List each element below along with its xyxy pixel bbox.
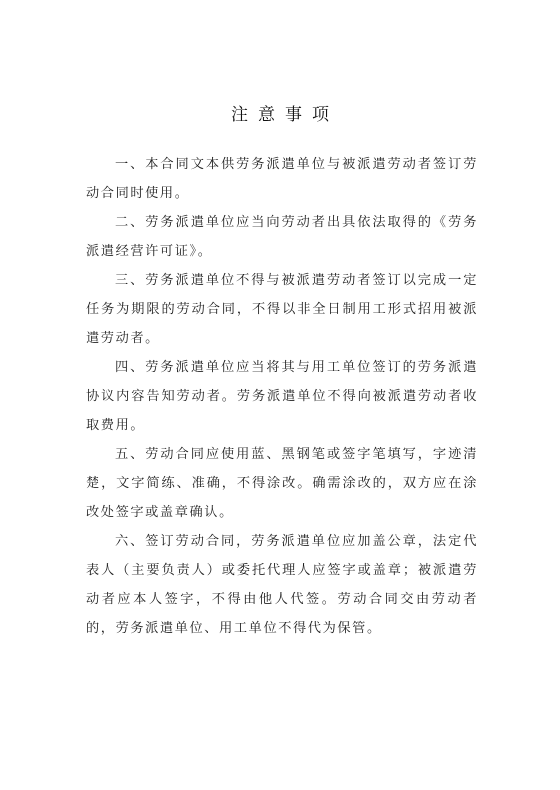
notice-item-4: 四、劳务派遣单位应当将其与用工单位签订的劳务派遣协议内容告知劳动者。劳务派遣单位不得向被派遣劳动者收取费用。 bbox=[86, 360, 478, 433]
notice-item-5: 五、劳动合同应使用蓝、黑钢笔或签字笔填写，字迹清楚，文字简练、准确，不得涂改。确需涂改的，双方应在涂改处签字或盖章确认。 bbox=[86, 447, 478, 520]
notice-list bbox=[86, 150, 478, 643]
document-title: 注意事项 bbox=[231, 105, 339, 125]
notice-item-6: 六、签订劳动合同，劳务派遣单位应加盖公章，法定代表人（主要负责人）或委托代理人应签字或盖章；被派遣劳动者应本人签字，不得由他人代签。劳动合同交由劳动者的，劳务派遣单位、用工单位不得代为保管。 bbox=[86, 534, 478, 636]
notice-item-1: 一、本合同文本供劳务派遣单位与被派遣劳动者签订劳动合同时使用。 bbox=[86, 157, 478, 201]
notice-item-2: 二、劳务派遣单位应当向劳动者出具依法取得的《劳务派遣经营许可证》。 bbox=[86, 215, 478, 259]
notice-item-3: 三、劳务派遣单位不得与被派遣劳动者签订以完成一定任务为期限的劳动合同，不得以非全日制用工形式招用被派遣劳动者。 bbox=[86, 273, 478, 346]
